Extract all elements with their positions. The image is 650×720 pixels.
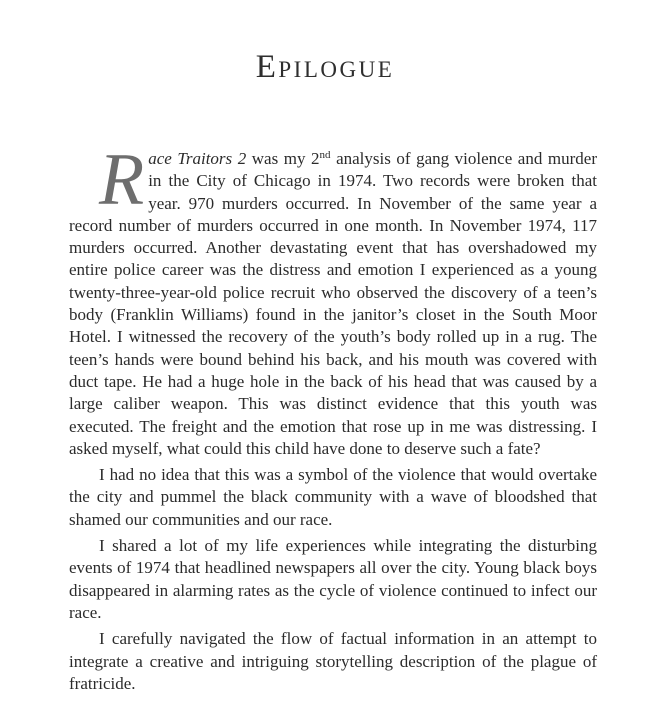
paragraph-4: I carefully navigated the flow of factual information in an attempt to integrate a creative and intriguing storytelling description of the plague of fratricide. [69,629,597,693]
drop-cap: R [99,139,145,221]
book-title-italic: ace Traitors 2 [148,149,247,168]
chapter-title: Epilogue [255,49,395,85]
paragraph-3: I shared a lot of my life experiences while integrating the disturbing events of 1974 that headlined newspapers all over the city. Young black boys disappeared in alarming rates as the cycle of violence continued to infect our race. [69,536,597,622]
ordinal-superscript: nd [319,149,331,161]
paragraph-1-text-b: analysis of gang violence and murder in the City of Chicago in 1974. Two records were broken that year. 970 murders occurred. In November of the same year a record number of murders occurred in one month. In November 1974, 117 murders occurred. Another devastating event that has overshadowed my entire police career was the distress and emotion I experienced as a young twenty-three-year-old police recruit who observed the discovery of a teen’s body (Franklin Williams) found in the janitor’s closet in the South Moor Hotel. I witnessed the recovery of the youth’s body rolled up in a rug. The teen’s hands were bound behind his back, and his mouth was covered with duct tape. He had a huge hole in the back of his head that was caused by a large caliber weapon. This was distinct evidence that this youth was executed. The freight and the emotion that rose up in me was distressing. I asked myself, what could this child have done to deserve such a fate? [69,149,597,458]
paragraph-1 [69,139,597,460]
epilogue-body [69,139,597,699]
paragraph-1-text-a: was my 2 [246,149,320,168]
paragraph-2: I had no idea that this was a symbol of the violence that would overtake the city and pummel the black community with a wave of bloodshed that shamed our communities and our race. [69,465,597,529]
